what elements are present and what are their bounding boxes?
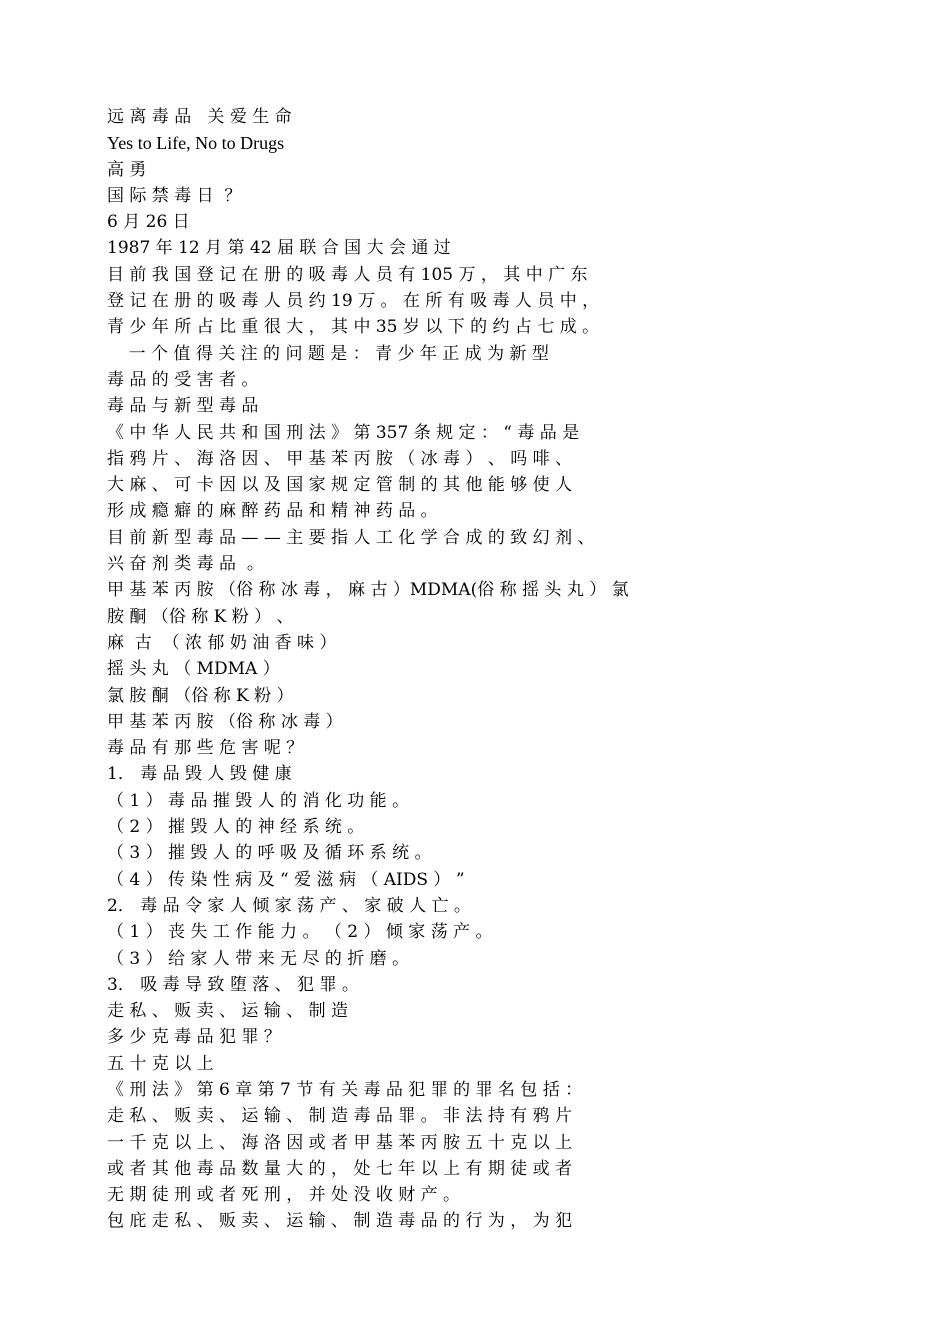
doc-line: 无 期 徒 刑 或 者 死 刑 ， 并 处 没 收 财 产 。 [107,1185,461,1206]
doc-line: 走 私 、 贩 卖 、 运 输 、 制 造 毒 品 罪 。 非 法 持 有 鸦 片 [107,1106,573,1127]
doc-section-heading: 毒 品 有 那 些 危 害 呢 ？ [107,738,304,759]
doc-section-heading: 毒 品 与 新 型 毒 品 [107,396,259,417]
doc-line: 甲 基 苯 丙 胺 （俗 称 冰 毒 ） [107,711,343,732]
doc-list-item: 2． 毒 品 令 家 人 倾 家 荡 产 、 家 破 人 亡 。 [107,895,471,916]
doc-list-item: （ 1 ） 丧 失 工 作 能 力 。 （ 2 ） 倾 家 荡 产 。 [107,922,493,943]
doc-line: 《 刑 法 》 第 6 章 第 7 节 有 关 毒 品 犯 罪 的 罪 名 包 括 ： [107,1079,583,1100]
doc-line: 胺 酮 （俗 称 K 粉 ） 、 [107,606,294,627]
doc-list-item: （ 3 ） 给 家 人 带 来 无 尽 的 折 磨 。 [107,948,410,969]
doc-line: 青 少 年 所 占 比 重 很 大 ， 其 中 35 岁 以 下 的 约 占 七 成 。 [107,317,600,338]
doc-line: 多 少 克 毒 品 犯 罪 ？ [107,1027,281,1048]
doc-line: 目 前 我 国 登 记 在 册 的 吸 毒 人 员 有 105 万 ， 其 中 广 东 [107,264,588,285]
doc-list-item: 3． 吸 毒 导 致 堕 落 、 犯 罪 。 [107,974,359,995]
doc-line: 目 前 新 型 毒 品 — — 主 要 指 人 工 化 学 合 成 的 致 幻 剂 、 [107,527,595,548]
doc-subtitle-english: Yes to Life, No to Drugs [107,133,285,154]
doc-line: 指 鸦 片 、 海 洛 因 、 甲 基 苯 丙 胺 （ 冰 毒 ） 、 吗 啡 、 [107,448,573,469]
doc-author: 高 勇 [107,159,147,180]
doc-line: 五 十 克 以 上 [107,1053,214,1074]
doc-list-item: （ 3 ） 摧 毁 人 的 呼 吸 及 循 环 系 统 。 [107,843,432,864]
doc-title: 远 离 毒 品 关 爱 生 命 [107,107,292,127]
doc-line: 麻 古 （ 浓 郁 奶 油 香 味 ） [107,632,337,653]
doc-line: 1987 年 12 月 第 42 届 联 合 国 大 会 通 过 [107,238,451,259]
doc-line: 兴 奋 剂 类 毒 品 。 [107,554,264,575]
doc-line: 或 者 其 他 毒 品 数 量 大 的 ， 处 七 年 以 上 有 期 徒 或 者 [107,1158,573,1179]
doc-line: 走 私 、 贩 卖 、 运 输 、 制 造 [107,1001,349,1022]
doc-list-item: （ 2 ） 摧 毁 人 的 神 经 系 统 。 [107,817,365,838]
doc-line: 一 千 克 以 上 、 海 洛 因 或 者 甲 基 苯 丙 胺 五 十 克 以 上 [107,1132,573,1153]
doc-line: 毒 品 的 受 害 者 。 [107,369,259,390]
doc-list-item: 1． 毒 品 毁 人 毁 健 康 [107,764,292,785]
doc-line: 登 记 在 册 的 吸 毒 人 员 约 19 万 。 在 所 有 吸 毒 人 员 中 ， [107,291,600,312]
doc-line: 形 成 瘾 癖 的 麻 醉 药 品 和 精 神 药 品 。 [107,501,438,522]
doc-line: 氯 胺 酮 （俗 称 K 粉 ） [107,685,294,706]
doc-line: 大 麻 、 可 卡 因 以 及 国 家 规 定 管 制 的 其 他 能 够 使 人 [107,475,573,496]
document-body [107,104,842,1235]
doc-line: 《 中 华 人 民 共 和 国 刑 法 》 第 357 条 规 定 ： “ 毒 品 是 [107,422,580,443]
doc-line: 国 际 禁 毒 日 ？ [107,185,242,206]
doc-list-item: （ 1 ） 毒 品 摧 毁 人 的 消 化 功 能 。 [107,790,410,811]
doc-line: 包 庇 走 私 、 贩 卖 、 运 输 、 制 造 毒 品 的 行 为 ， 为 犯 [107,1211,573,1232]
doc-line: 甲 基 苯 丙 胺 （俗 称 冰 毒 ， 麻 古 ）MDMA(俗 称 摇 头 丸 ） 氯 [107,580,629,601]
doc-list-item: （ 4 ） 传 染 性 病 及 “ 爱 滋 病 （ AIDS ） ” [107,869,465,890]
doc-line: 摇 头 丸 （ MDMA ） [107,659,280,680]
doc-line: 6 月 26 日 [107,212,190,233]
doc-line: 一 个 值 得 关 注 的 问 题 是 ： 青 少 年 正 成 为 新 型 [107,343,549,364]
